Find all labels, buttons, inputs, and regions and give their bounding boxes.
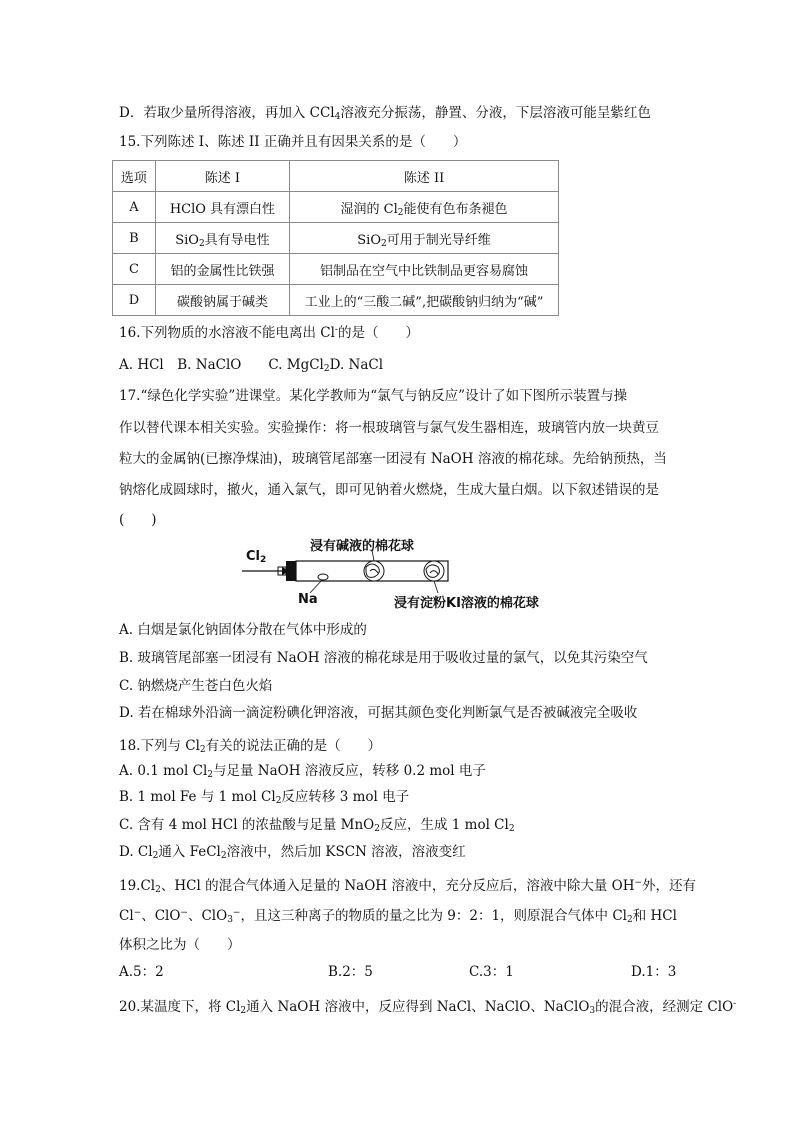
header-option: 选项 [113,161,156,192]
table-row [113,285,559,316]
stopper [286,561,296,581]
q17-stem-line: 17.“绿色化学实验”进课堂。某化学教师为“氯气与钠反应”设计了如下图所示装置与操 [119,388,628,404]
table-row [113,254,559,285]
q19-option-a: A.5：2 [119,964,164,980]
q20-stem: 20.某温度下，将 $Cl_2$通入 NaOH 溶液中，反应得到 NaCl、NaClO、NaClO$_3$的混合液，经测定 ClO- [119,999,737,1016]
row-statement-2: 铝制品在空气中比铁制品更容易腐蚀 [290,254,559,285]
sodium-pellet [318,574,328,580]
q19-stem-line: Cl−、ClO−、ClO$_3$−，且这三种离子的物质的量之比为 9：2：1，则原混合气体中 $Cl_2$和 HCl [119,908,677,925]
q17-option-a: A. 白烟是氯化钠固体分散在气体中形成的 [119,622,367,638]
q17-option-b: B. 玻璃管尾部塞一团浸有 NaOH 溶液的棉花球是用于吸收过量的氯气，以免其污染空气 [119,650,648,666]
row-statement-2: 工业上的“三酸二碱”,把碳酸钠归纳为“碱” [290,285,559,316]
row-option: C [113,254,156,285]
q19-option-c: C.3：1 [469,964,514,980]
row-statement-1: 铝的金属性比铁强 [155,254,289,285]
q17-stem-line: 钠熔化成圆球时，撤火，通入氯气，即可见钠着火燃烧，生成大量白烟。以下叙述错误的是 [119,482,659,498]
q17-stem-line: 粒大的金属钠(已擦净煤油)，玻璃管尾部塞一团浸有 NaOH 溶液的棉花球。先给钠预热，当 [119,451,667,467]
header-statement-2: 陈述 II [290,161,559,192]
alkali-cotton-label: 浸有碱液的棉花球 [310,539,415,554]
q19-stem-line: $19.Cl_2$、HCl 的混合气体通入足量的 NaOH 溶液中，充分反应后，溶液中除大量 OH−外，还有 [119,878,697,895]
q15-table [112,160,559,316]
table-row [113,192,559,223]
row-option: A [113,192,156,223]
table-header-row [113,161,559,192]
q18-stem: 18.下列与 $Cl_2$有关的说法正确的是（ ） [119,738,382,755]
row-statement-1: SiO$_2$具有导电性 [155,223,289,254]
q17-option-c: C. 钠燃烧产生苍白色火焰 [119,678,273,694]
apparatus-figure [238,535,568,613]
starch-ki-cotton-label: 浸有淀粉KI溶液的棉花球 [394,596,539,611]
q17-option-d: D. 若在棉球外沿滴一滴淀粉碘化钾溶液，可据其颜色变化判断氯气是否被碱液完全吸收 [119,705,638,721]
header-statement-1: 陈述 I [155,161,289,192]
q18-option-a: A. 0.1 mol $Cl_2$与足量 NaOH 溶液反应，转移 0.2 mol 电子 [119,763,486,780]
q18-option-d: D. $Cl_2$通入 FeCl$_2$溶液中，然后加 KSCN 溶液，溶液变红 [119,844,466,861]
q17-stem-line: ( ) [119,512,157,528]
q18-option-b: B. 1 mol Fe 与 1 mol $Cl_2$反应转移 3 mol 电子 [119,789,410,806]
table-row [113,223,559,254]
q17-stem-line: 作以替代课本相关实验。实验操作：将一根玻璃管与氯气发生器相连，玻璃管内放一块黄豆 [119,420,659,436]
q14-option-d: D．若取少量所得溶液，再加入 CCl$_4$溶液充分振荡，静置、分液，下层溶液可能呈紫红色 [119,105,651,122]
row-option: D [113,285,156,316]
q16-stem: 16.下列物质的水溶液不能电离出 Cl-的是（ ） [119,325,419,341]
row-statement-2: SiO$_2$可用于制光导纤维 [290,223,559,254]
row-statement-1: HClO 具有漂白性 [155,192,289,223]
q18-option-c: C. 含有 4 mol HCl 的浓盐酸与足量 MnO$_2$反应，生成 1 mol $Cl_2$ [119,817,515,834]
q15-stem: 15.下列陈述 I、陈述 II 正确并且有因果关系的是（ ） [119,134,467,150]
cl2-label: $Cl_2$ [246,549,267,565]
q19-option-b: B.2：5 [328,964,373,980]
row-statement-2: 湿润的 $Cl_2$能使有色布条褪色 [290,192,559,223]
q19-option-d: D.1：3 [631,964,677,980]
q19-stem-line: 体积之比为（ ） [119,937,241,953]
na-label: Na [298,592,318,607]
cotton-ball-alkali [364,561,384,581]
q16-options: A. HCl B. NaClO C. MgCl$_2$D. NaCl [119,357,384,374]
row-statement-1: 碳酸钠属于碱类 [155,285,289,316]
cotton-ball-starch-ki [424,561,444,581]
row-option: B [113,223,156,254]
